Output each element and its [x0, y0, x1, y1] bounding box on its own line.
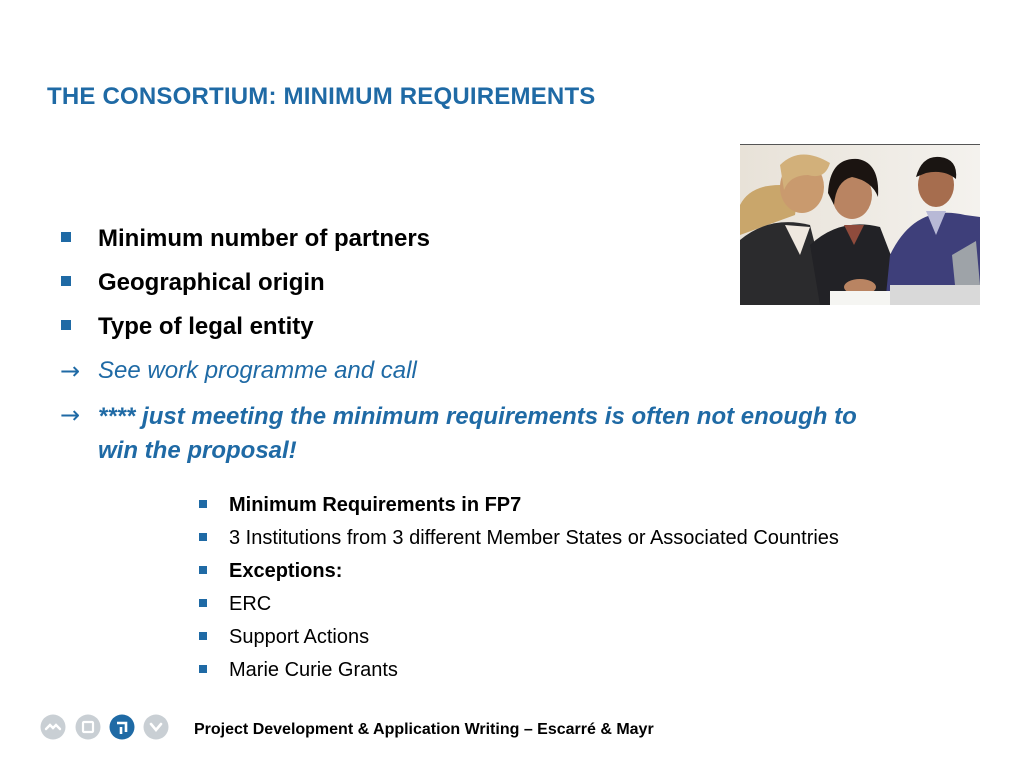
sub-point: [199, 558, 839, 585]
arrow-right-icon: →: [60, 357, 81, 385]
sub-point-text: Marie Curie Grants: [229, 659, 398, 681]
sub-point-text: 3 Institutions from 3 different Member States or Associated Countries: [229, 527, 839, 549]
main-point-text: Type of legal entity: [98, 313, 314, 340]
sub-point: [199, 624, 839, 651]
sub-point-text: Exceptions:: [229, 560, 343, 582]
square-bullet-icon: [199, 632, 207, 640]
sub-point-text: Minimum Requirements in FP7: [229, 494, 522, 516]
main-point-text: Geographical origin: [98, 269, 325, 296]
square-bullet-icon: [199, 599, 207, 607]
main-point: [58, 312, 878, 345]
square-bullet-icon: [61, 320, 71, 330]
main-point: [58, 268, 878, 301]
back-icon[interactable]: [75, 714, 101, 740]
main-points-list: [58, 224, 878, 468]
square-bullet-icon: [199, 665, 207, 673]
main-point: [58, 224, 878, 257]
square-bullet-icon: [199, 566, 207, 574]
home-icon[interactable]: [40, 714, 66, 740]
arrow-point-text: See work programme and call: [98, 357, 417, 384]
sub-point: [199, 657, 839, 684]
square-bullet-icon: [199, 500, 207, 508]
slide-title: THE CONSORTIUM: MINIMUM REQUIREMENTS: [47, 83, 596, 110]
sub-points-list: [199, 492, 839, 690]
square-bullet-icon: [61, 276, 71, 286]
sub-point-text: Support Actions: [229, 626, 370, 648]
footer-text: Project Development & Application Writing – Escarré & Mayr: [194, 721, 654, 738]
arrow-right-icon: →: [60, 401, 81, 429]
sub-point-text: ERC: [229, 593, 272, 615]
square-bullet-icon: [199, 533, 207, 541]
sub-point: [199, 525, 839, 552]
return-icon[interactable]: [109, 714, 135, 740]
sub-point: [199, 492, 839, 519]
main-point-text: Minimum number of partners: [98, 225, 431, 252]
sub-point: [199, 591, 839, 618]
square-bullet-icon: [61, 232, 71, 242]
arrow-point: [58, 356, 878, 389]
arrow-point: [58, 400, 878, 468]
arrow-point-text: **** just meeting the minimum requirements is often not enough to win the proposal!: [98, 403, 857, 464]
down-icon[interactable]: [143, 714, 169, 740]
